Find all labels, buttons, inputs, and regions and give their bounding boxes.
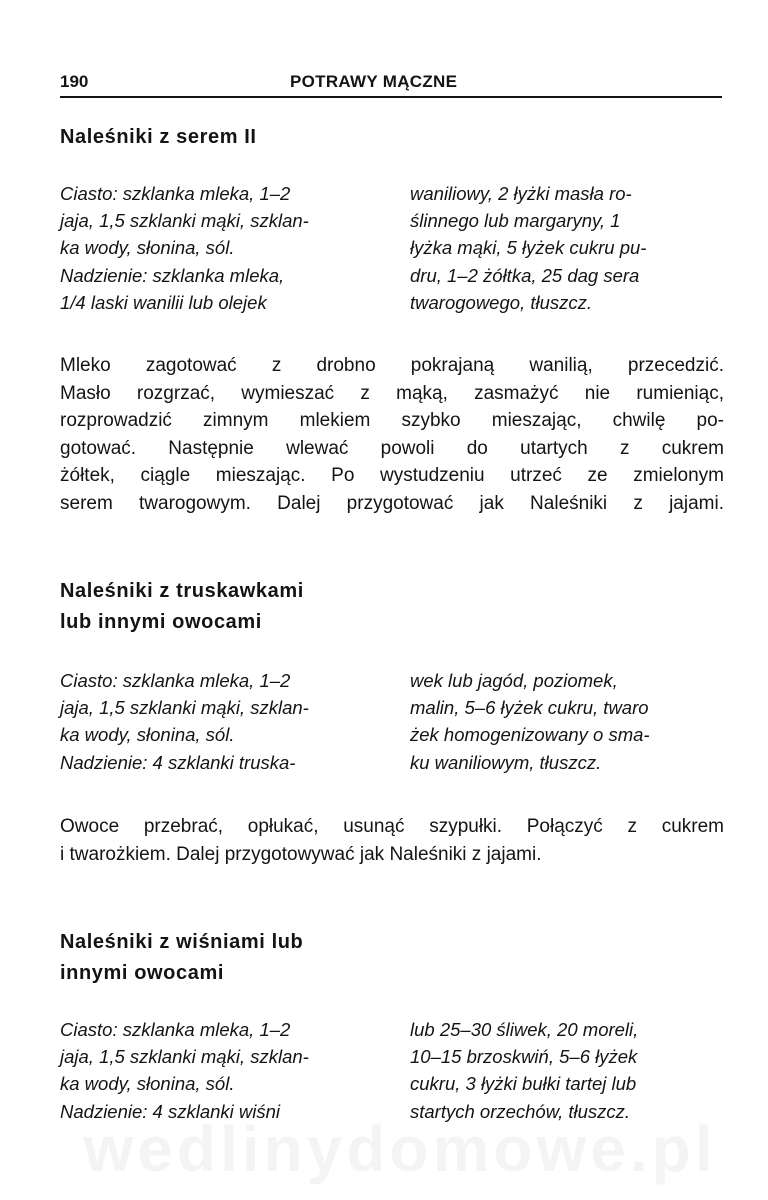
text-line: serem twarogowym. Dalej przygotować jak Naleśniki z jajami. bbox=[60, 492, 724, 514]
text-line: łyżka mąki, 5 łyżek cukru pu- bbox=[410, 237, 647, 259]
ingredients-left-column bbox=[60, 667, 378, 776]
text-line: ka wody, słonina, sól. bbox=[60, 724, 235, 746]
recipe-title bbox=[60, 576, 304, 638]
text-line: Mleko zagotować z drobno pokrajaną wanilią, przecedzić. bbox=[60, 355, 724, 376]
text-line: jaja, 1,5 szklanki mąki, szklan- bbox=[60, 210, 309, 232]
text-line: ku waniliowym, tłuszcz. bbox=[410, 751, 602, 773]
text-line: Ciasto: szklanka mleka, 1–2 bbox=[60, 1019, 291, 1040]
text-line: ka wody, słonina, sól. bbox=[60, 237, 235, 259]
text-line: 10–15 brzoskwiń, 5–6 łyżek bbox=[410, 1046, 638, 1068]
text-line: ka wody, słonina, sól. bbox=[60, 1073, 235, 1095]
text-line: innymi owocami bbox=[60, 962, 224, 984]
text-line: wek lub jagód, poziomek, bbox=[410, 670, 618, 691]
text-line: Nadzienie: 4 szklanki wiśni bbox=[60, 1100, 281, 1122]
text-line: Naleśniki z serem II bbox=[60, 126, 257, 148]
chapter-title: POTRAWY MĄCZNE bbox=[290, 72, 458, 91]
recipe-method bbox=[60, 813, 724, 868]
text-line: Masło rozgrzać, wymieszać z mąką, zasmażyć nie rumieniąc, bbox=[60, 382, 724, 404]
ingredients-left-column bbox=[60, 1016, 378, 1125]
text-line: Naleśniki z wiśniami lub bbox=[60, 931, 304, 953]
page-header bbox=[60, 68, 722, 98]
text-line: żek homogenizowany o sma- bbox=[410, 724, 650, 746]
text-line: twarogowego, tłuszcz. bbox=[410, 291, 593, 313]
ingredients-right-column bbox=[410, 1016, 724, 1125]
text-line: Ciasto: szklanka mleka, 1–2 bbox=[60, 670, 291, 691]
text-line: Ciasto: szklanka mleka, 1–2 bbox=[60, 183, 291, 204]
ingredients-left-column bbox=[60, 180, 378, 316]
text-line: Owoce przebrać, opłukać, usunąć szypułki. Połączyć z cukrem bbox=[60, 816, 724, 837]
recipe-title bbox=[60, 122, 257, 153]
watermark bbox=[60, 1112, 740, 1186]
page-number: 190 bbox=[60, 72, 89, 91]
text-line: startych orzechów, tłuszcz. bbox=[410, 1100, 631, 1122]
text-line: malin, 5–6 łyżek cukru, twaro bbox=[410, 697, 649, 719]
text-line: dru, 1–2 żółtka, 25 dag sera bbox=[410, 264, 640, 286]
ingredients-right-column bbox=[410, 667, 724, 776]
text-line: rozprowadzić zimnym mlekiem szybko mieszając, chwilę po- bbox=[60, 410, 724, 431]
text-line: waniliowy, 2 łyżki masła ro- bbox=[410, 183, 632, 204]
recipe-title bbox=[60, 927, 303, 989]
ingredients-right-column bbox=[410, 180, 724, 316]
text-line: lub 25–30 śliwek, 20 moreli, bbox=[410, 1019, 639, 1040]
text-line: gotować. Następnie wlewać powoli do utartych z cukrem bbox=[60, 437, 724, 459]
text-line: i twarożkiem. Dalej przygotowywać jak Naleśniki z jajami. bbox=[60, 843, 542, 865]
text-line: cukru, 3 łyżki bułki tartej lub bbox=[410, 1073, 637, 1095]
text-line: ślinnego lub margaryny, 1 bbox=[410, 210, 621, 232]
text-line: jaja, 1,5 szklanki mąki, szklan- bbox=[60, 697, 309, 719]
text-line: jaja, 1,5 szklanki mąki, szklan- bbox=[60, 1046, 309, 1068]
text-line: 1/4 laski wanilii lub olejek bbox=[60, 291, 267, 313]
text-line: lub innymi owocami bbox=[60, 611, 262, 633]
text-line: Nadzienie: 4 szklanki truska- bbox=[60, 751, 296, 773]
text-line: Naleśniki z truskawkami bbox=[60, 580, 304, 602]
text-line: żółtek, ciągle mieszając. Po wystudzeniu utrzeć ze zmielonym bbox=[60, 465, 724, 486]
recipe-method bbox=[60, 352, 724, 517]
text-line: Nadzienie: szklanka mleka, bbox=[60, 264, 285, 286]
